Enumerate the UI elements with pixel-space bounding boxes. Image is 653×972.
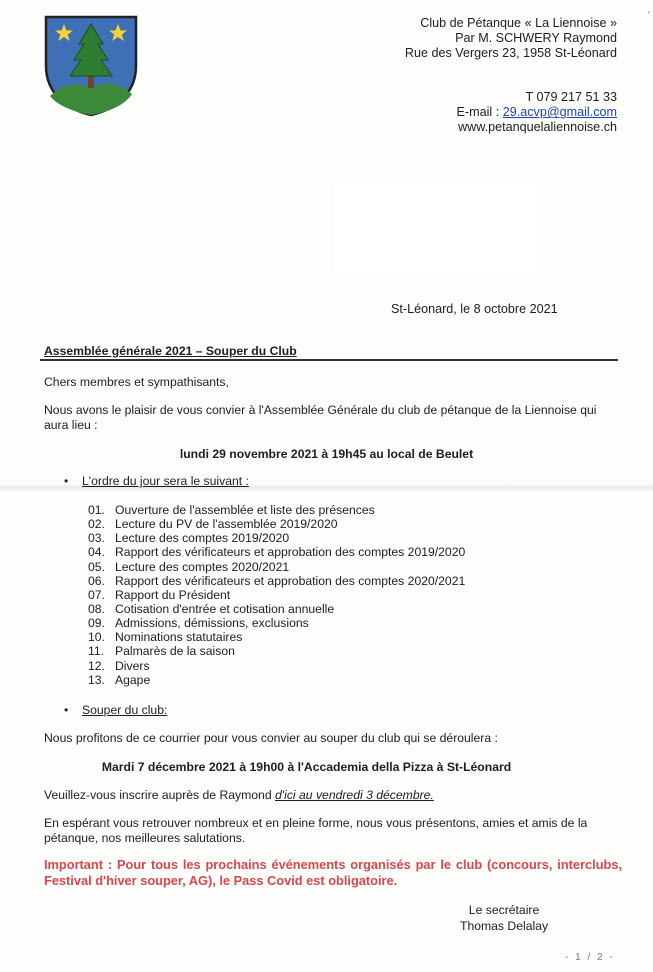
registration-deadline: d'ici au vendredi 3 décembre. — [275, 788, 434, 802]
agenda-item: 06. Rapport des vérificateurs et approbation des comptes 2020/2021 — [88, 573, 466, 588]
registration-text: Veuillez-vous inscrire auprès de Raymond — [44, 788, 275, 802]
agenda-heading-text: L'ordre du jour sera le suivant : — [82, 474, 249, 488]
souper-intro: Nous profitons de ce courrier pour vous convier au souper du club qui se déroulera : — [44, 731, 498, 745]
page-number: - 1 / 2 - — [565, 952, 615, 963]
agenda-item: 03. Lecture des comptes 2019/2020 — [88, 531, 290, 546]
sender-street: Rue des Vergers 23, 1958 St-Léonard — [404, 46, 617, 61]
registration-line — [44, 788, 618, 803]
agenda-list — [88, 503, 465, 687]
club-coat-of-arms-logo — [42, 14, 140, 118]
sender-name: Par M. SCHWERY Raymond — [455, 31, 617, 46]
agenda-item: 09. Admissions, démissions, exclusions — [88, 616, 309, 631]
website-link[interactable]: www.petanquelaliennoise.ch — [458, 120, 617, 135]
signature-name: Thomas Delalay — [460, 918, 549, 933]
date-line: St-Léonard, le 8 octobre 2021 — [391, 302, 558, 316]
agenda-item: 01. Ouverture de l'assemblée et liste des présences — [88, 503, 375, 517]
greeting: Chers membres et sympathisants, — [44, 375, 229, 389]
covid-notice: Important : Pour tous les prochains événements organisés par le club (concours, interclubs, Festival d'hiver souper, AG), le Pass Covid est obligatoire. — [44, 857, 622, 888]
agenda-item: 08. Cotisation d'entrée et cotisation annuelle — [88, 601, 335, 616]
bullet-icon: • — [64, 703, 69, 717]
agenda-item: 12. Divers — [88, 658, 150, 673]
agenda-item: 02. Lecture du PV de l'assemblée 2019/2020 — [88, 517, 338, 532]
agenda-item: 10. Nominations statutaires — [88, 630, 243, 645]
sender-contact — [457, 90, 617, 136]
email-link[interactable]: 29.acvp@gmail.com — [502, 105, 617, 120]
closing-paragraph: En espérant vous retrouver nombreux et en pleine forme, nous vous présentons, amies et amis de la pétanque, nos meilleures salutations. — [44, 816, 588, 845]
agenda-heading — [64, 474, 249, 488]
souper-date-line: Mardi 7 décembre 2021 à 19h00 à l'Accademia della Pizza à St-Léonard — [101, 760, 512, 774]
souper-heading — [64, 703, 167, 717]
email-label: E-mail : — [456, 105, 503, 120]
email-line — [457, 105, 617, 120]
redacted-recipient-box — [334, 181, 542, 274]
phone-number: T 079 217 51 33 — [525, 90, 617, 104]
sender-address — [405, 16, 617, 62]
agenda-item: 13. Agape — [88, 672, 151, 687]
souper-heading-text: Souper du club: — [82, 703, 168, 717]
agenda-item: 05. Lecture des comptes 2020/2021 — [88, 559, 290, 574]
agenda-item: 07. Rapport du Président — [88, 587, 231, 602]
agenda-item: 04. Rapport des vérificateurs et approbation des comptes 2019/2020 — [88, 545, 466, 560]
intro-paragraph: Nous avons le plaisir de vous convier à l'Assemblée Générale du club de pétanque de la Liennoise qui aura lieu : — [44, 403, 597, 432]
subject-divider — [40, 359, 618, 361]
agenda-item: 11. Palmarès de la saison — [88, 644, 235, 659]
signature-role: Le secrétaire — [468, 903, 540, 917]
subject-line: Assemblée générale 2021 – Souper du Club — [44, 344, 297, 358]
scan-mark: ' — [648, 10, 650, 20]
meeting-date-line: lundi 29 novembre 2021 à 19h45 au local de Beulet — [179, 447, 474, 461]
bullet-icon: • — [64, 474, 69, 488]
signature-block — [460, 903, 548, 934]
club-name: Club de Pétanque « La Liennoise » — [420, 16, 617, 30]
